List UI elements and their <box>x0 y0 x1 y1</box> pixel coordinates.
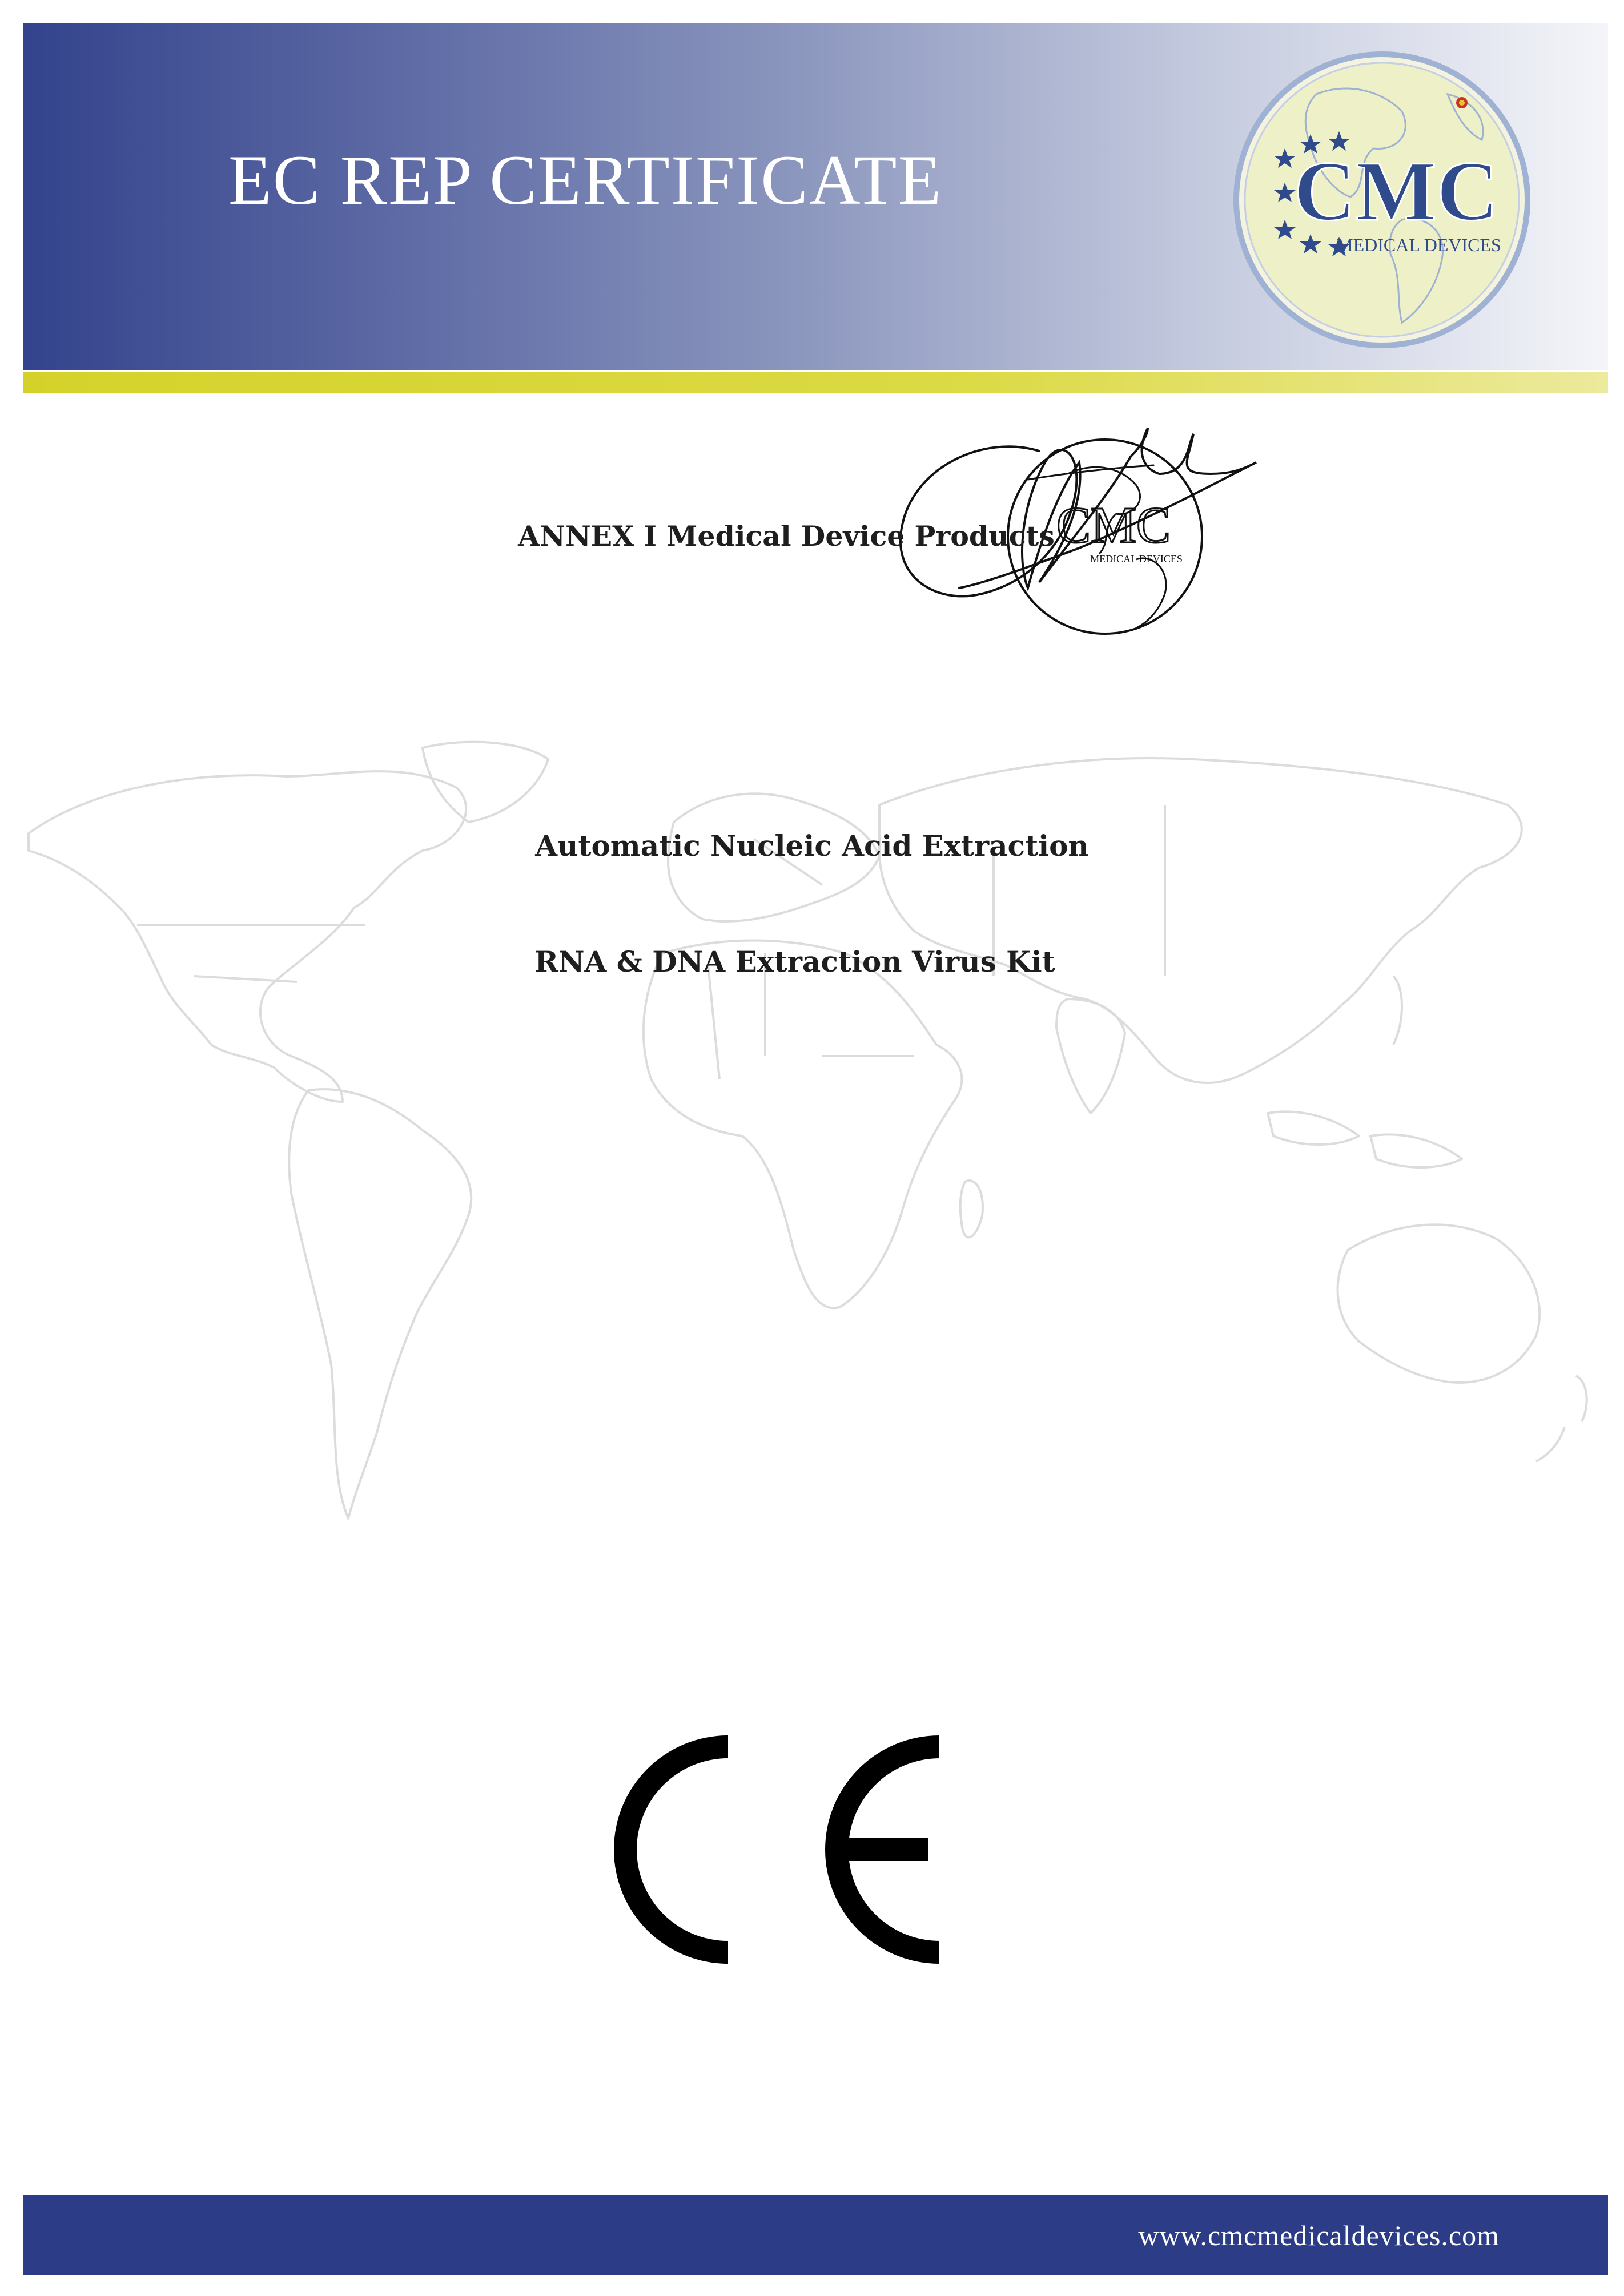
website-url[interactable]: www.cmcmedicaldevices.com <box>1138 2220 1500 2251</box>
logo-subtitle: MEDICAL DEVICES <box>1337 235 1501 255</box>
cmc-medical-devices-logo <box>1231 49 1533 351</box>
certificate-title: EC REP CERTIFICATE <box>228 141 943 219</box>
annex-title: ANNEX I Medical Device Products <box>518 519 1055 553</box>
accent-bar <box>23 372 1608 393</box>
logo-text: CMC <box>1293 144 1499 239</box>
footer-bar <box>23 2195 1608 2275</box>
product-item: RNA & DNA Extraction Virus Kit <box>534 945 1055 978</box>
stamp-subtitle: MEDICAL DEVICES <box>1090 553 1183 565</box>
certificate-header <box>23 23 1608 370</box>
ce-mark-icon <box>608 1730 951 1969</box>
stamp-text: CMC <box>1056 497 1171 554</box>
product-item: Automatic Nucleic Acid Extraction <box>535 829 1089 863</box>
